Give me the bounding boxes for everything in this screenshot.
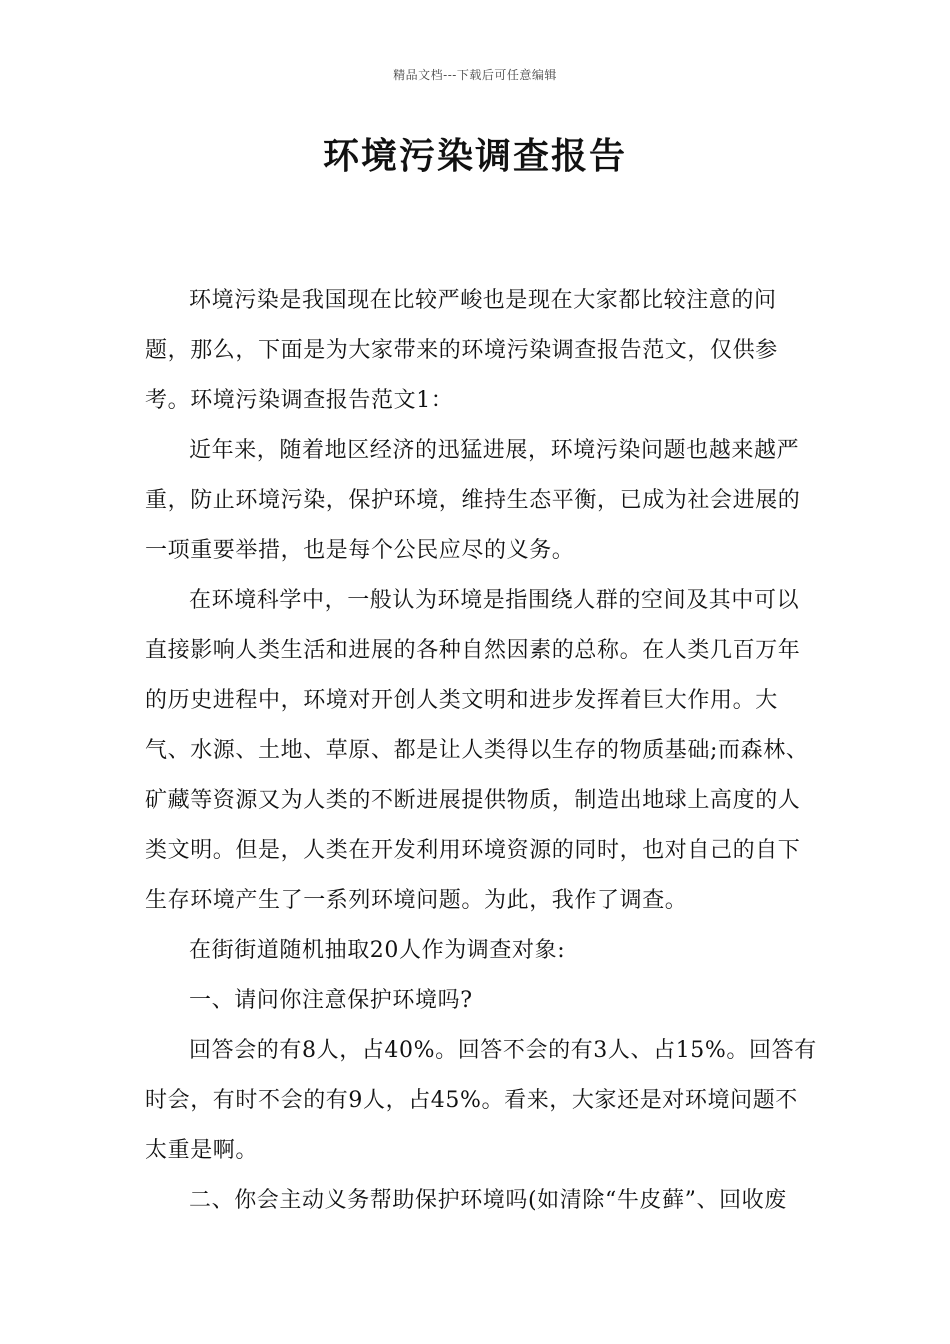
paragraph-survey-method: 在街街道随机抽取20人作为调查对象:: [189, 938, 566, 963]
header-note: 精品文档---下载后可任意编辑: [393, 68, 557, 82]
paragraph-environment-science: 在环境科学中，一般认为环境是指围绕人群的空间及其中可以直接影响人类生活和进展的各种自然因素的总称。在人类几百万年的历史进程中，环境对开创人类文明和进步发挥着巨大作用。大气、水源、土地、草原、都是让人类得以生存的物质基础;而森林、矿藏等资源又为人类的不断进展提供物质，制造出地球上高度的人类文明。但是，人类在开发利用环境资源的同时，也对自己的自下生存环境产生了一系列环境问题。为此，我作了调查。: [145, 588, 809, 913]
document-title: 环境污染调查报告: [322, 136, 627, 177]
document-body: [145, 276, 817, 1226]
paragraph-answer-1: 回答会的有8人，占40%。回答不会的有3人、占15%。回答有时会，有时不会的有9人，占45%。看来，大家还是对环境问题不太重是啊。: [145, 1038, 817, 1163]
paragraph-question-2: 二、你会主动义务帮助保护环境吗(如清除“牛皮藓”、回收废: [189, 1188, 787, 1213]
paragraph-question-1: 一、请问你注意保护环境吗?: [189, 988, 473, 1013]
paragraph-intro: 环境污染是我国现在比较严峻也是现在大家都比较注意的问题，那么，下面是为大家带来的环境污染调查报告范文，仅供参考。环境污染调查报告范文1：: [145, 288, 778, 413]
paragraph-background: 近年来，随着地区经济的迅猛进展，环境污染问题也越来越严重，防止环境污染，保护环境，维持生态平衡，已成为社会进展的一项重要举措，也是每个公民应尽的义务。: [145, 438, 801, 563]
